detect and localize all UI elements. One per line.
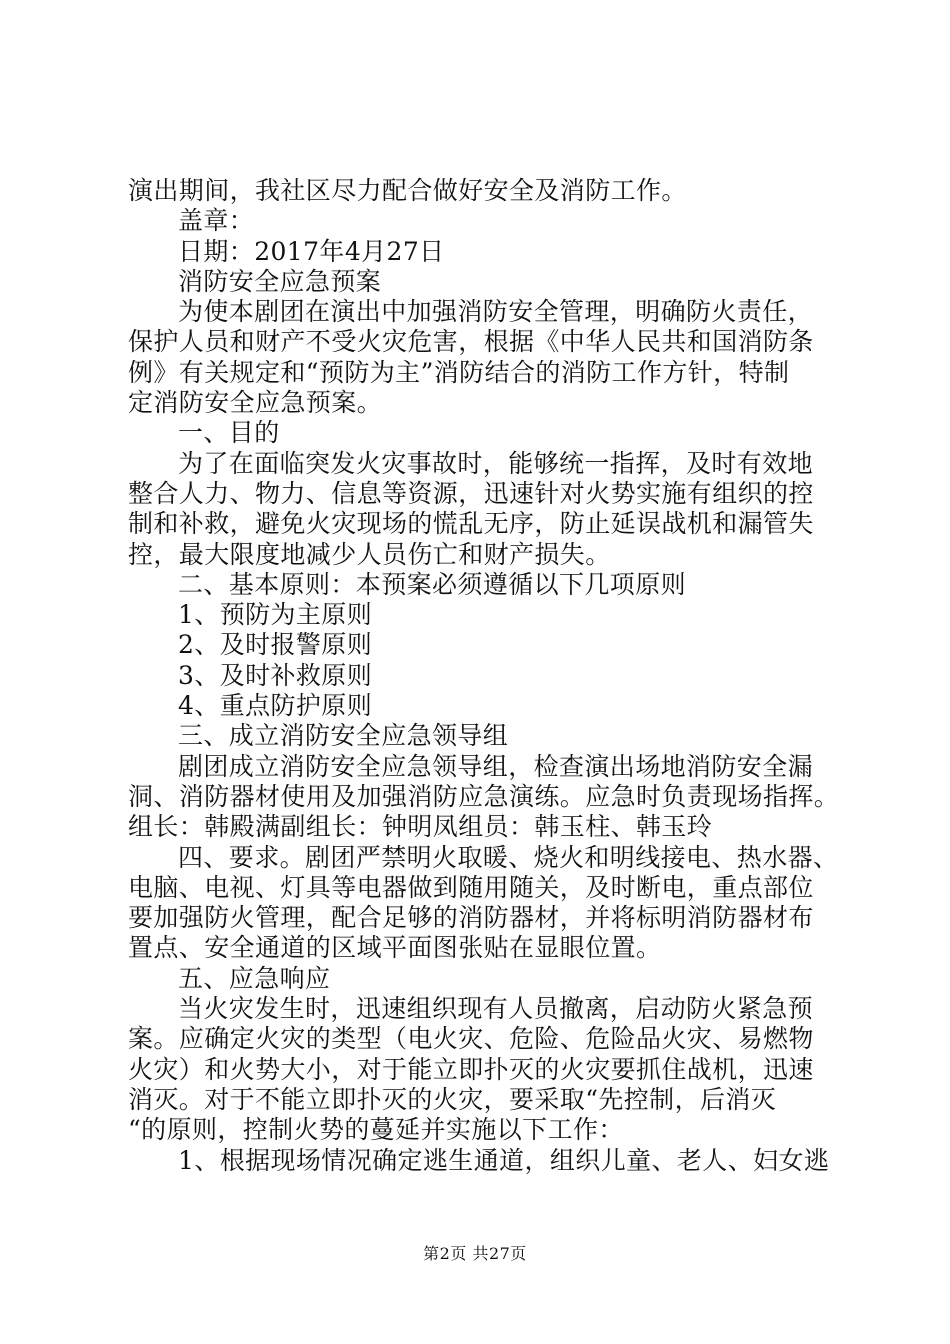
text-line: 定消防安全应急预案。 bbox=[128, 388, 383, 418]
text-line: 五、应急响应 bbox=[178, 963, 331, 993]
text-line: 为了在面临突发火灾事故时，能够统一指挥，及时有效地 bbox=[178, 448, 814, 478]
text-line: 演出期间，我社区尽力配合做好安全及消防工作。 bbox=[128, 176, 687, 205]
text-line: 置点、安全通道的区域平面图张贴在显眼位置。 bbox=[128, 933, 662, 963]
document-body bbox=[128, 176, 840, 1176]
text-line: 例》有关规定和“预防为主”消防结合的消防工作方针，特制 bbox=[128, 357, 790, 387]
text-line: 案。应确定火灾的类型（电火灾、危险、危险品火灾、易燃物 bbox=[128, 1024, 814, 1054]
text-line: 当火灾发生时，迅速组织现有人员撤离，启动防火紧急预 bbox=[178, 994, 814, 1024]
text-line: 四、要求。剧团严禁明火取暖、烧火和明线接电、热水器、 bbox=[178, 842, 839, 872]
text-line: 为使本剧团在演出中加强消防安全管理，明确防火责任， bbox=[178, 297, 814, 327]
text-line: 整合人力、物力、信息等资源，迅速针对火势实施有组织的控 bbox=[128, 478, 814, 508]
page-footer: 第2页 共27页 bbox=[423, 1244, 527, 1263]
text-line: 1、预防为主原则 bbox=[178, 600, 373, 630]
text-line: 二、基本原则：本预案必须遵循以下几项原则 bbox=[178, 569, 687, 599]
text-line: 电脑、电视、灯具等电器做到随用随关，及时断电，重点部位 bbox=[128, 872, 814, 902]
text-line: 2、及时报警原则 bbox=[178, 630, 373, 660]
text-line: 控，最大限度地减少人员伤亡和财产损失。 bbox=[128, 539, 611, 569]
text-line: 组长：韩殿满副组长：钟明凤组员：韩玉柱、韩玉玲 bbox=[128, 812, 713, 842]
text-line: 消灭。对于不能立即扑灭的火灾，要采取“先控制，后消灭 bbox=[128, 1084, 777, 1114]
text-line: 1、根据现场情况确定逃生通道，组织儿童、老人、妇女逃 bbox=[178, 1145, 830, 1175]
text-line: 4、重点防护原则 bbox=[178, 691, 373, 721]
text-line: 制和补救，避免火灾现场的慌乱无序，防止延误战机和漏管失 bbox=[128, 509, 814, 539]
text-line: 保护人员和财产不受火灾危害，根据《中华人民共和国消防条 bbox=[128, 327, 814, 357]
text-line: 一、目的 bbox=[178, 418, 280, 448]
text-line: 要加强防火管理，配合足够的消防器材，并将标明消防器材布 bbox=[128, 903, 814, 933]
text-line: 火灾）和火势大小，对于能立即扑灭的火灾要抓住战机，迅速 bbox=[128, 1054, 814, 1084]
text-line: 消防安全应急预案 bbox=[178, 266, 382, 296]
text-line: 剧团成立消防安全应急领导组，检查演出场地消防安全漏 bbox=[178, 751, 814, 781]
text-line: 盖章： bbox=[178, 206, 255, 236]
text-line: 3、及时补救原则 bbox=[178, 660, 373, 690]
text-line: “的原则，控制火势的蔓延并实施以下工作： bbox=[128, 1115, 624, 1145]
text-line: 洞、消防器材使用及加强消防应急演练。应急时负责现场指挥。 bbox=[128, 781, 840, 811]
text-line: 日期：2017年4月27日 bbox=[178, 236, 445, 266]
text-line: 三、成立消防安全应急领导组 bbox=[178, 721, 509, 751]
